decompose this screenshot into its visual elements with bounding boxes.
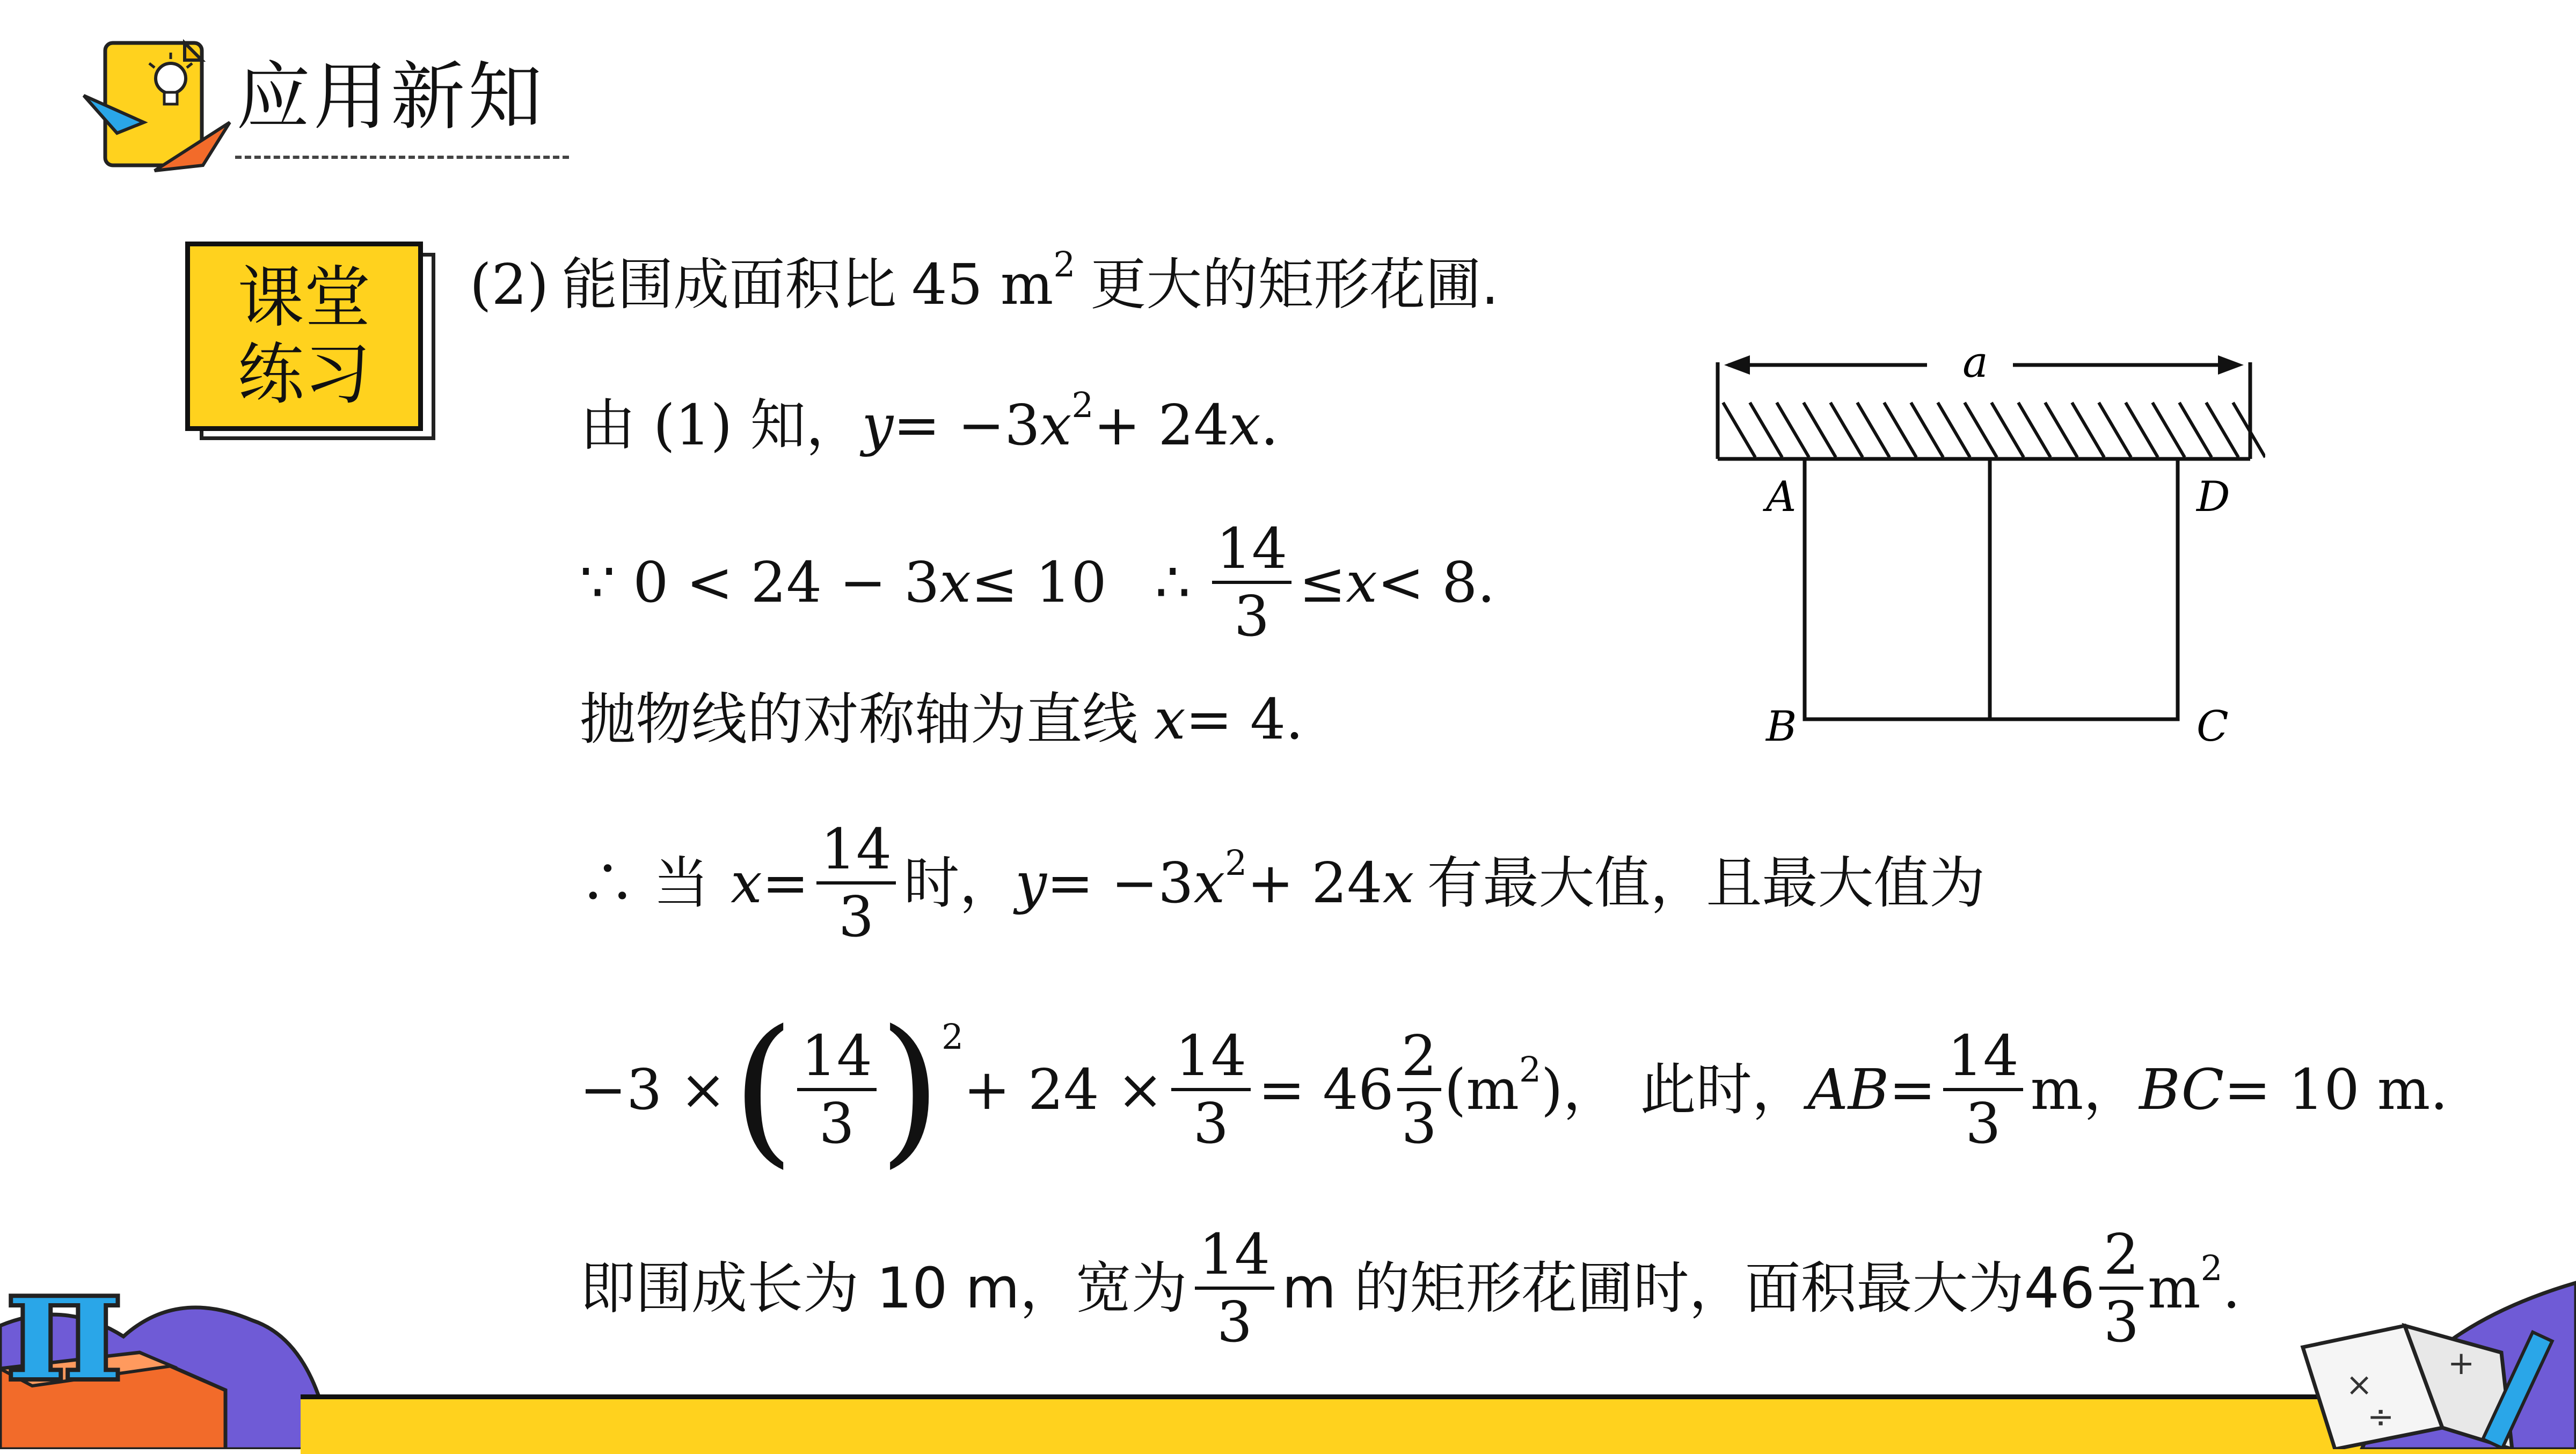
fraction-numerator: 2 bbox=[1397, 1028, 1441, 1091]
line4-x: x bbox=[731, 850, 762, 916]
line5-eq2: = bbox=[1889, 1057, 1936, 1122]
line1-end: . bbox=[1260, 392, 1279, 458]
hatch-line bbox=[1965, 403, 1997, 457]
hatch-line bbox=[1991, 403, 2024, 457]
line5-exp: 2 bbox=[941, 1017, 964, 1058]
fraction-denominator: 3 bbox=[819, 1091, 855, 1156]
line6-unit: m bbox=[2148, 1255, 2201, 1321]
line5-unit-exp: 2 bbox=[1519, 1050, 1542, 1091]
question-text: 能围成面积比 bbox=[561, 252, 897, 317]
line1-y: y bbox=[862, 392, 894, 458]
fraction-denominator: 3 bbox=[1234, 583, 1270, 649]
line4-eq: = bbox=[762, 850, 809, 916]
line3-x: x bbox=[1154, 686, 1186, 752]
hatch-line bbox=[1723, 403, 1755, 457]
hatch-line bbox=[2126, 403, 2158, 457]
fraction-numerator: 2 bbox=[2099, 1226, 2143, 1290]
line5-mid: + 24 × bbox=[963, 1057, 1164, 1122]
line5-eq: = 46 bbox=[1258, 1057, 1394, 1122]
line5-ab: AB bbox=[1807, 1057, 1889, 1122]
hatch-line bbox=[2152, 403, 2185, 457]
line6-mid: m 的矩形花圃时，面积最大为46 bbox=[1282, 1255, 2095, 1321]
label-a: a bbox=[1962, 344, 1988, 387]
fraction-numerator: 14 bbox=[816, 821, 896, 885]
line2-because: ∵ 0 < 24 − 3 bbox=[580, 550, 940, 615]
fraction-denominator: 3 bbox=[1193, 1091, 1229, 1156]
label-C: C bbox=[2196, 703, 2229, 751]
line6-text: 即围成长为 10 m，宽为 bbox=[580, 1255, 1187, 1321]
line2-rel: ≤ bbox=[1299, 550, 1346, 615]
line5-bc: BC bbox=[2139, 1057, 2224, 1122]
fraction-14-3 bbox=[1195, 1222, 1274, 1355]
footer-band bbox=[301, 1394, 2576, 1454]
question-line bbox=[470, 245, 1499, 317]
hatch-line bbox=[1830, 403, 1863, 457]
fraction-14-3 bbox=[797, 1023, 877, 1156]
line4-x2: x bbox=[1193, 850, 1225, 916]
fraction-denominator: 3 bbox=[2103, 1289, 2139, 1355]
label-D: D bbox=[2196, 473, 2230, 521]
svg-text:÷: ÷ bbox=[2367, 1398, 2395, 1436]
page-title: 应用新知 bbox=[236, 54, 546, 140]
fraction-numerator: 14 bbox=[1943, 1028, 2023, 1091]
line1-x2: x bbox=[1229, 392, 1261, 458]
fraction-denominator: 3 bbox=[838, 884, 874, 949]
hatch-line bbox=[1884, 403, 1916, 457]
line4-pre: ∴ 当 bbox=[580, 850, 710, 916]
hatch-line bbox=[1911, 403, 1943, 457]
line5-bcval: = 10 m. bbox=[2224, 1057, 2448, 1122]
line1-x: x bbox=[1040, 392, 1072, 458]
question-rest: 更大的矩形花圃. bbox=[1090, 252, 1499, 317]
hatch-line bbox=[1750, 403, 1782, 457]
line4-tail: 有最大值，且最大值为 bbox=[1427, 850, 1986, 916]
hatch-line bbox=[2099, 403, 2131, 457]
fraction-numerator: 14 bbox=[1212, 521, 1291, 584]
garden-diagram bbox=[1712, 344, 2265, 751]
solution-line-3 bbox=[580, 686, 1304, 752]
line4-y: y bbox=[1015, 850, 1047, 916]
line5-now: 此时， bbox=[1640, 1057, 1808, 1122]
hatch-line bbox=[2018, 403, 2050, 457]
question-label: (2) bbox=[470, 252, 549, 317]
line1-rest: + 24 bbox=[1093, 392, 1229, 458]
line1-exp: 2 bbox=[1071, 385, 1094, 426]
hatch-line bbox=[1804, 403, 1836, 457]
badge-line-1: 课堂 bbox=[237, 259, 371, 337]
title-underline bbox=[235, 156, 569, 159]
line5-unit-end: )， bbox=[1541, 1057, 1619, 1122]
line4-exp: 2 bbox=[1225, 843, 1247, 884]
solution-line-5 bbox=[580, 996, 2448, 1183]
line5-m: m， bbox=[2030, 1057, 2140, 1122]
line6-end: . bbox=[2222, 1255, 2241, 1321]
fraction-2-3 bbox=[2099, 1222, 2143, 1355]
fraction-denominator: 3 bbox=[1401, 1091, 1437, 1156]
line1-prefix: 由 (1) 知， bbox=[580, 392, 862, 458]
hatch-line bbox=[1938, 403, 1970, 457]
line2-mid: ≤ 10 bbox=[971, 550, 1107, 615]
label-B: B bbox=[1766, 703, 1797, 751]
fraction-14-3 bbox=[816, 816, 896, 949]
lightbulb-paper-plane-icon bbox=[79, 31, 240, 181]
question-area: 45 m bbox=[911, 252, 1054, 317]
solution-line-6 bbox=[580, 1208, 2241, 1369]
line4-x3: x bbox=[1382, 850, 1414, 916]
line4-plus: + 24 bbox=[1247, 850, 1383, 916]
line4-when: 时， bbox=[903, 850, 1016, 916]
line1-eq: = −3 bbox=[893, 392, 1040, 458]
line2-therefore: ∴ bbox=[1155, 550, 1191, 615]
fraction-14-3 bbox=[1943, 1023, 2023, 1156]
fraction-14-3 bbox=[1171, 1023, 1251, 1156]
hatch-line bbox=[2072, 403, 2104, 457]
label-A: A bbox=[1766, 473, 1797, 521]
bottom-right-decoration bbox=[2271, 1267, 2576, 1449]
fraction-denominator: 3 bbox=[1965, 1091, 2001, 1156]
line6-unit-exp: 2 bbox=[2200, 1248, 2223, 1289]
fraction-14-3 bbox=[1212, 516, 1291, 649]
hatch-line bbox=[1777, 403, 1809, 457]
svg-text:×: × bbox=[2346, 1366, 2373, 1404]
line2-x2: x bbox=[1346, 550, 1377, 615]
svg-text:+: + bbox=[2448, 1345, 2475, 1382]
fraction-2-3 bbox=[1397, 1023, 1441, 1156]
hatch-line bbox=[1857, 403, 1889, 457]
right-paren-icon: ) bbox=[878, 996, 942, 1183]
line4-eq2: = −3 bbox=[1046, 850, 1194, 916]
fraction-numerator: 14 bbox=[1171, 1028, 1251, 1091]
fraction-numerator: 14 bbox=[1195, 1226, 1274, 1290]
line3-end: = 4. bbox=[1185, 686, 1304, 752]
line5-unit: (m bbox=[1444, 1057, 1519, 1122]
badge-line-2: 练习 bbox=[237, 335, 371, 413]
left-paren-icon: ( bbox=[732, 996, 795, 1183]
hatch-line bbox=[2206, 403, 2238, 457]
line3-text: 抛物线的对称轴为直线 bbox=[580, 686, 1139, 752]
solution-line-2 bbox=[580, 502, 1495, 663]
wall-hatching bbox=[1723, 403, 2265, 457]
hatch-line bbox=[2045, 403, 2077, 457]
hatch-line bbox=[2179, 403, 2212, 457]
question-area-exp: 2 bbox=[1053, 245, 1076, 286]
class-practice-badge bbox=[185, 242, 423, 431]
fraction-numerator: 14 bbox=[797, 1028, 877, 1091]
solution-line-1 bbox=[580, 385, 1279, 458]
line5-start: −3 × bbox=[580, 1057, 727, 1122]
line2-end: < 8. bbox=[1377, 550, 1495, 615]
pi-icon: π bbox=[5, 1245, 123, 1418]
fraction-denominator: 3 bbox=[1216, 1289, 1253, 1355]
solution-line-4 bbox=[580, 802, 1985, 963]
line2-x: x bbox=[939, 550, 972, 615]
